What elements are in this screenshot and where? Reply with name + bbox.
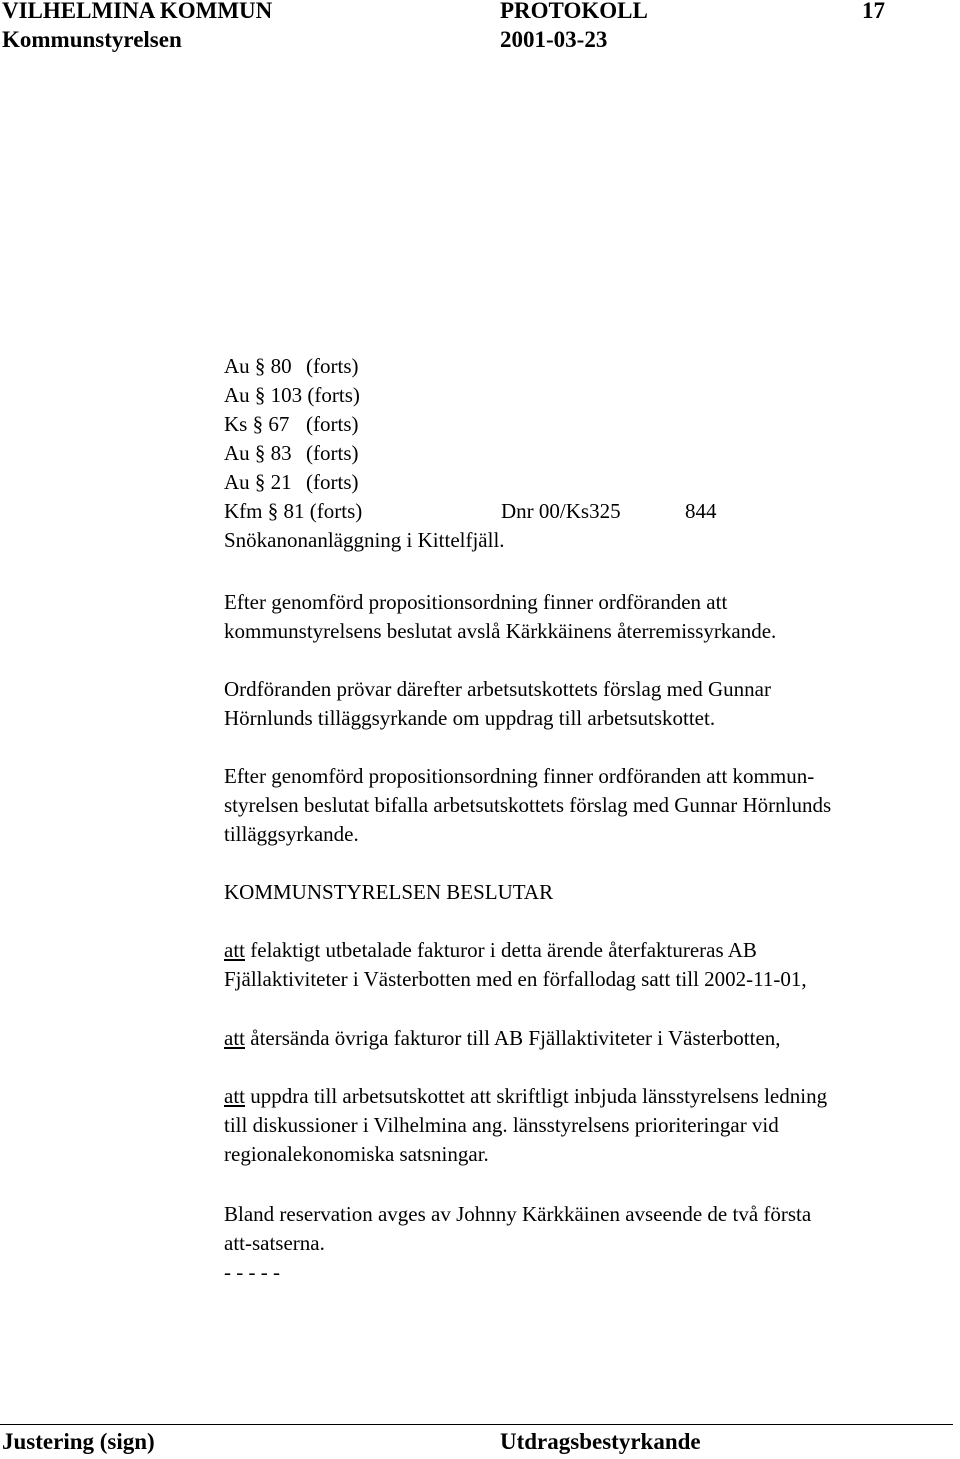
- reference-line: [224, 410, 359, 439]
- reference-prefix: Au: [224, 441, 250, 465]
- reference-note: (forts): [307, 383, 360, 407]
- att-keyword: att: [224, 1026, 245, 1050]
- meeting-date: 2001-03-23: [500, 27, 608, 52]
- paragraph-line: tilläggsyrkande.: [224, 822, 359, 846]
- decision-line: Fjällaktiviteter i Västerbotten med en förfallodag satt till 2002-11-01,: [224, 967, 807, 991]
- reference-prefix: Kfm: [224, 499, 263, 523]
- end-marker: - - - - -: [224, 1260, 280, 1284]
- document-type: PROTOKOLL: [500, 0, 648, 23]
- reference-prefix: Au: [224, 383, 250, 407]
- section-symbol: §: [254, 383, 266, 407]
- page-number: 17: [862, 0, 885, 23]
- reference-line: [224, 439, 359, 468]
- signature-label: Justering (sign): [2, 1429, 155, 1454]
- reference-note: (forts): [306, 470, 359, 494]
- reference-line: [224, 468, 359, 497]
- paragraph-line: Efter genomförd propositionsordning finner ordföranden att: [224, 590, 728, 614]
- decision-line: [224, 1024, 781, 1053]
- committee-name: Kommunstyrelsen: [2, 27, 182, 52]
- decision-text: uppdra till arbetsutskottet att skriftligt inbjuda länsstyrelsens ledning: [245, 1084, 828, 1108]
- att-keyword: att: [224, 938, 245, 962]
- section-symbol: §: [267, 499, 279, 523]
- decision-line: [224, 936, 757, 965]
- section-symbol: §: [254, 470, 266, 494]
- reference-line: [224, 497, 744, 526]
- paragraph-line: Ordföranden prövar därefter arbetsutskottets förslag med Gunnar: [224, 677, 771, 701]
- reference-note: (forts): [306, 441, 359, 465]
- paragraph-line: kommunstyrelsens beslutat avslå Kärkkäinens återremissyrkande.: [224, 619, 777, 643]
- reference-prefix: Au: [224, 470, 250, 494]
- reference-number: 21: [270, 470, 292, 494]
- section-symbol: §: [254, 354, 266, 378]
- extract-label: Utdragsbestyrkande: [500, 1429, 701, 1454]
- paragraph-line: Hörnlunds tilläggsyrkande om uppdrag till arbetsutskottet.: [224, 706, 716, 730]
- decision-line: till diskussioner i Vilhelmina ang. länsstyrelsens prioriteringar vid: [224, 1113, 779, 1137]
- organization-name: VILHELMINA KOMMUN: [2, 0, 273, 23]
- decision-text: återsända övriga fakturor till AB Fjällaktiviteter i Västerbotten,: [245, 1026, 781, 1050]
- reference-prefix: Au: [224, 354, 250, 378]
- decision-heading: KOMMUNSTYRELSEN BESLUTAR: [224, 880, 554, 904]
- reference-number: 80: [270, 354, 292, 378]
- reservation-line: att-satserna.: [224, 1231, 325, 1255]
- reference-note: (forts): [306, 354, 359, 378]
- subject-title: Snökanonanläggning i Kittelfjäll.: [224, 528, 505, 552]
- reference-number: 103: [270, 383, 303, 407]
- reference-line: [224, 352, 359, 381]
- reference-line: [224, 381, 360, 410]
- diary-code: 844: [685, 499, 717, 523]
- reference-number: 83: [270, 441, 292, 465]
- reference-note: (forts): [309, 499, 363, 523]
- paragraph-line: styrelsen beslutat bifalla arbetsutskottets förslag med Gunnar Hörnlunds: [224, 793, 832, 817]
- reservation-line: Bland reservation avges av Johnny Kärkkäinen avseende de två första: [224, 1202, 812, 1226]
- paragraph-line: Efter genomförd propositionsordning finner ordföranden att kommun-: [224, 764, 815, 788]
- reference-number: 67: [268, 412, 290, 436]
- att-keyword: att: [224, 1084, 245, 1108]
- decision-text: felaktigt utbetalade fakturor i detta ärende återfaktureras AB: [245, 938, 757, 962]
- section-symbol: §: [252, 412, 264, 436]
- reference-note: (forts): [306, 412, 359, 436]
- signature-rule: [0, 1424, 953, 1425]
- section-symbol: §: [254, 441, 266, 465]
- reference-number: 81: [283, 499, 305, 523]
- decision-line: regionalekonomiska satsningar.: [224, 1142, 489, 1166]
- diary-number: Dnr 00/Ks325: [501, 499, 621, 523]
- reference-prefix: Ks: [224, 412, 248, 436]
- decision-line: [224, 1082, 827, 1111]
